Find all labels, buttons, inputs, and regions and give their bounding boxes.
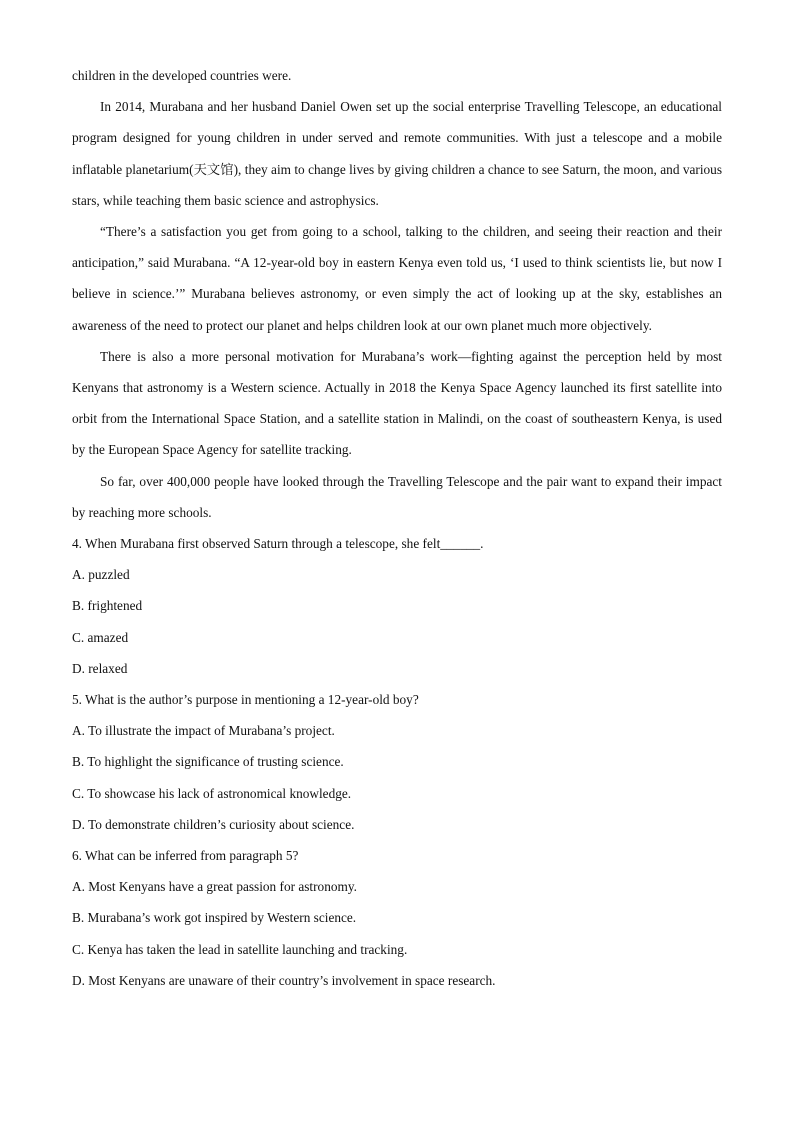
passage-paragraph-2: “There’s a satisfaction you get from going to a school, talking to the children, and seeing their reaction and their anticipation,” said Murabana. “A 12-year-old boy in eastern Kenya even told us, ‘I used to think scientists lie, but now I believe in science.’” Murabana believes astronomy, or even simply the act of looking up at the sky, establishes an awareness of the need to protect our planet and helps children look at our own planet much more objectively. [72,224,722,333]
answer-option: B. To highlight the significance of trusting science. [72,754,344,770]
answer-option: A. To illustrate the impact of Murabana’s project. [72,723,335,739]
question-4 [72,528,722,684]
answer-option: D. To demonstrate children’s curiosity about science. [72,816,355,832]
passage-paragraph-4: So far, over 400,000 people have looked through the Travelling Telescope and the pair want to expand their impact by reaching more schools. [72,473,722,520]
answer-option: C. amazed [72,629,129,645]
passage-paragraph-3: There is also a more personal motivation for Murabana’s work—fighting against the perception held by most Kenyans that astronomy is a Western science. Actually in 2018 the Kenya Space Agency launched its first satellite into orbit from the International Space Station, and a satellite station in Malindi, on the coast of southeastern Kenya, is used by the European Space Agency for satellite tracking. [72,348,722,458]
answer-option: B. Murabana’s work got inspired by Western science. [72,910,357,926]
answer-option: A. Most Kenyans have a great passion for astronomy. [72,879,357,895]
question-6 [72,840,722,996]
answer-option: B. frightened [72,598,143,614]
answer-option: D. relaxed [72,660,128,676]
document-page [72,60,722,996]
answer-option: C. Kenya has taken the lead in satellite launching and tracking. [72,941,408,957]
question-stem: 6. What can be inferred from paragraph 5? [72,848,299,864]
passage-paragraph-1: In 2014, Murabana and her husband Daniel Owen set up the social enterprise Travelling Telescope, an educational program designed for young children in under served and remote communities. With just a telescope and a mobile inflatable planetarium(天文馆), they aim to change lives by giving children a chance to see Saturn, the moon, and various stars, while teaching them basic science and astrophysics. [72,99,722,208]
answer-option: A. puzzled [72,567,130,583]
passage-continuation: children in the developed countries were. [72,68,292,83]
question-stem: 4. When Murabana first observed Saturn through a telescope, she felt______. [72,536,484,552]
question-stem: 5. What is the author’s purpose in mentioning a 12-year-old boy? [72,692,419,708]
question-5 [72,684,722,840]
answer-option: C. To showcase his lack of astronomical knowledge. [72,785,352,801]
answer-option: D. Most Kenyans are unaware of their country’s involvement in space research. [72,972,496,988]
